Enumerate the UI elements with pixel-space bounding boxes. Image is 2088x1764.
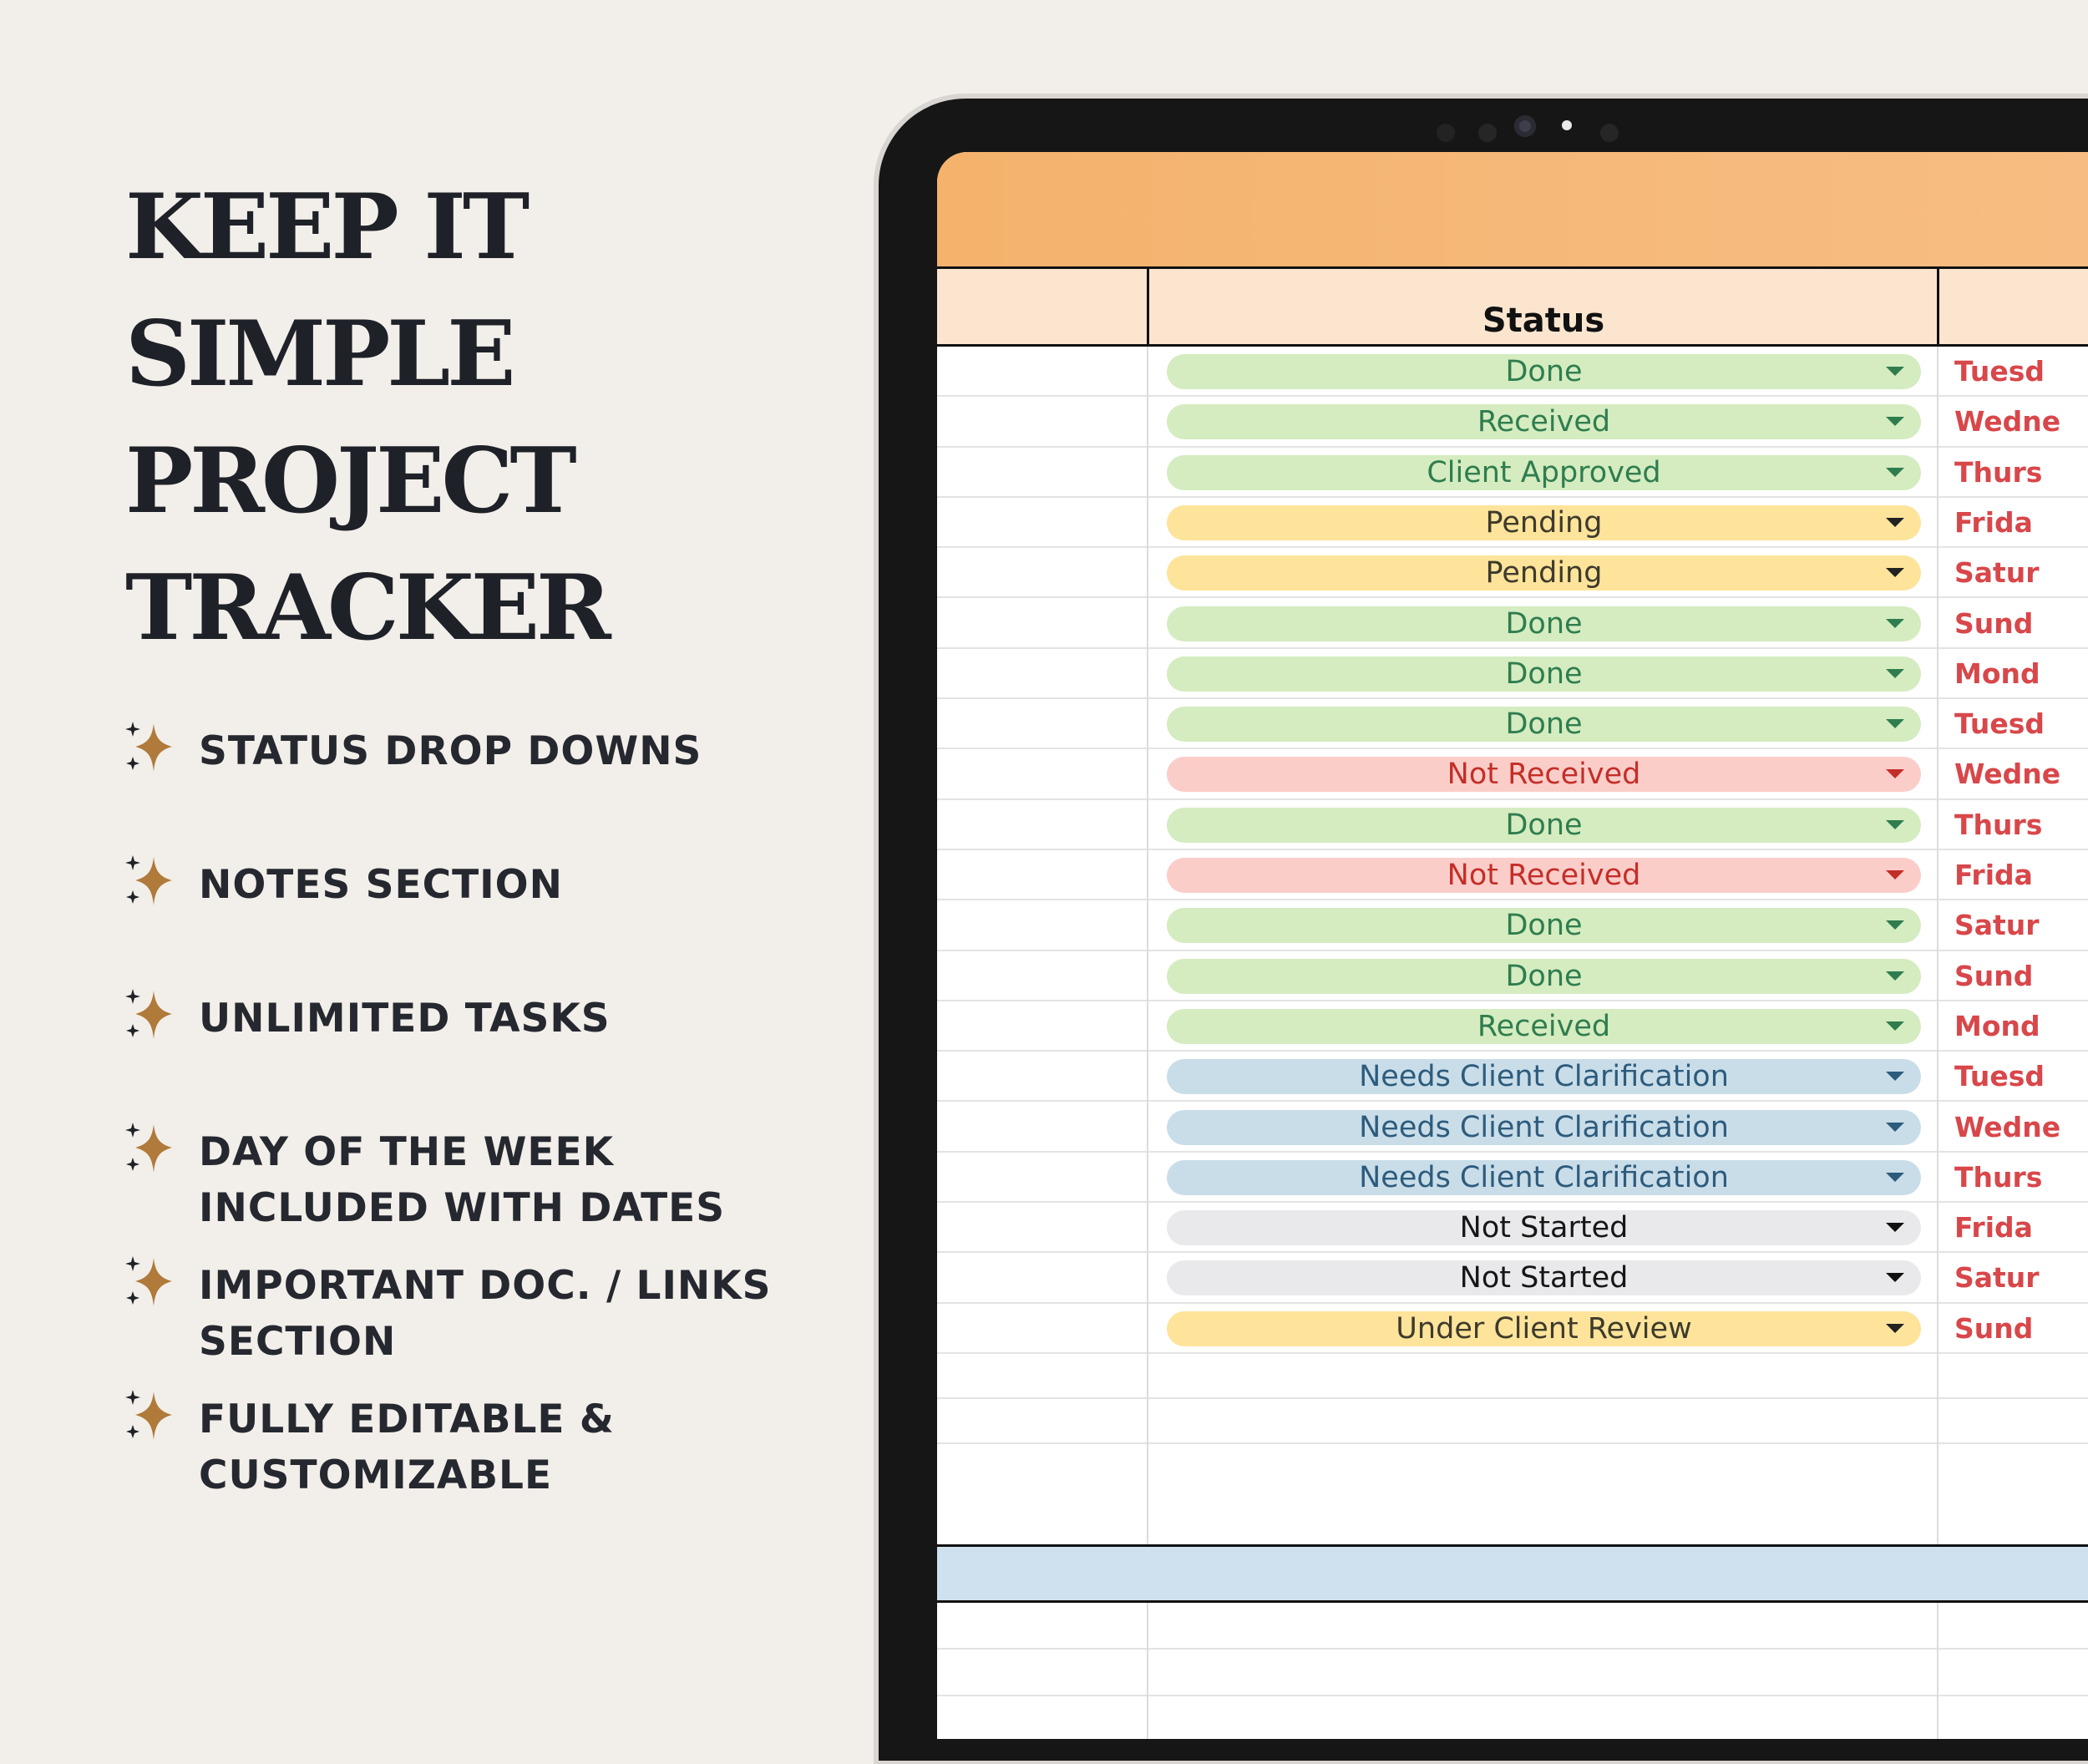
- status-dropdown[interactable]: [1167, 404, 1921, 439]
- sparkle-icon: [124, 1388, 174, 1443]
- dropdown-caret-icon: [1886, 719, 1904, 728]
- sheet-banner: [937, 152, 2088, 266]
- status-dropdown-value: Received: [1477, 1009, 1611, 1043]
- status-dropdown[interactable]: [1167, 1110, 1921, 1145]
- status-dropdown-value: Client Approved: [1427, 455, 1661, 489]
- dropdown-caret-icon: [1886, 1072, 1904, 1081]
- dropdown-caret-icon: [1886, 1324, 1904, 1333]
- day-of-week-cell[interactable]: Satur: [1954, 556, 2040, 590]
- table-row: [937, 1603, 2088, 1650]
- dropdown-caret-icon: [1886, 769, 1904, 778]
- column-gridline: [1147, 1603, 1148, 1739]
- day-of-week-cell[interactable]: Frida: [1954, 505, 2033, 539]
- status-dropdown[interactable]: [1167, 606, 1921, 641]
- column-gridline: [1937, 1603, 1938, 1739]
- day-of-week-cell[interactable]: Sund: [1954, 606, 2034, 640]
- day-of-week-cell[interactable]: Wedne: [1954, 405, 2061, 438]
- status-dropdown-value: Not Received: [1447, 758, 1641, 792]
- section-divider-band: [937, 1544, 2088, 1603]
- sparkle-icon: [124, 854, 174, 909]
- status-dropdown[interactable]: [1167, 908, 1921, 943]
- day-of-week-cell[interactable]: Tuesd: [1954, 707, 2045, 741]
- status-dropdown-value: Done: [1505, 707, 1583, 742]
- headline-line-3: PROJECT: [125, 428, 574, 534]
- dropdown-caret-icon: [1886, 1123, 1904, 1132]
- feature-label: UNLIMITED TASKS: [199, 996, 611, 1042]
- dropdown-caret-icon: [1886, 820, 1904, 829]
- status-dropdown[interactable]: [1167, 656, 1921, 692]
- spreadsheet-screen: [937, 152, 2088, 1739]
- status-dropdown-value: Done: [1505, 606, 1583, 641]
- day-of-week-cell[interactable]: Frida: [1954, 1211, 2033, 1244]
- dropdown-caret-icon: [1886, 417, 1904, 426]
- feature-list: [124, 0, 792, 1670]
- status-dropdown[interactable]: [1167, 1210, 1921, 1245]
- camera-dot: [1437, 124, 1455, 142]
- sparkle-icon: [124, 1255, 174, 1310]
- dropdown-caret-icon: [1886, 971, 1904, 981]
- camera-sensor-icon: [1562, 120, 1572, 130]
- status-dropdown-value: Received: [1477, 405, 1611, 439]
- day-of-week-cell[interactable]: Wedne: [1954, 758, 2061, 791]
- status-dropdown[interactable]: [1167, 1260, 1921, 1295]
- day-of-week-cell[interactable]: Mond: [1954, 1009, 2040, 1042]
- day-of-week-cell[interactable]: Sund: [1954, 959, 2034, 992]
- status-dropdown-value: Done: [1505, 808, 1583, 842]
- dropdown-caret-icon: [1886, 920, 1904, 930]
- sparkle-icon: [124, 1121, 174, 1176]
- feature-item: [124, 723, 702, 779]
- status-dropdown[interactable]: [1167, 1009, 1921, 1044]
- day-of-week-cell[interactable]: Thurs: [1954, 455, 2043, 489]
- column-gridline: [1937, 347, 1938, 1544]
- dropdown-caret-icon: [1886, 1273, 1904, 1282]
- status-dropdown-value: Needs Client Clarification: [1359, 1160, 1729, 1194]
- status-dropdown-value: Needs Client Clarification: [1359, 1110, 1729, 1144]
- status-dropdown-value: Done: [1505, 959, 1583, 993]
- day-of-week-cell[interactable]: Tuesd: [1954, 355, 2045, 388]
- status-dropdown-value: Done: [1505, 909, 1583, 943]
- sparkle-icon: [124, 720, 174, 775]
- day-of-week-cell[interactable]: Thurs: [1954, 808, 2043, 841]
- camera-dot: [1600, 124, 1619, 142]
- status-dropdown-value: Under Client Review: [1396, 1311, 1692, 1346]
- feature-label: STATUS DROP DOWNS: [199, 728, 702, 774]
- dropdown-caret-icon: [1886, 669, 1904, 678]
- feature-item: [124, 1124, 725, 1236]
- status-dropdown-value: Pending: [1485, 556, 1603, 591]
- dropdown-caret-icon: [1886, 1173, 1904, 1182]
- status-dropdown[interactable]: [1167, 455, 1921, 490]
- day-of-week-cell[interactable]: Satur: [1954, 1261, 2040, 1295]
- status-dropdown[interactable]: [1167, 354, 1921, 389]
- day-of-week-cell[interactable]: Wedne: [1954, 1110, 2061, 1143]
- dropdown-caret-icon: [1886, 619, 1904, 628]
- status-column-header[interactable]: Status: [1482, 302, 1605, 340]
- feature-item: [124, 991, 611, 1047]
- day-of-week-cell[interactable]: Frida: [1954, 859, 2033, 891]
- camera-dot: [1478, 124, 1497, 142]
- dropdown-caret-icon: [1886, 367, 1904, 376]
- status-dropdown-value: Pending: [1485, 505, 1603, 540]
- status-dropdown-value: Not Started: [1459, 1211, 1629, 1245]
- status-dropdown[interactable]: [1167, 757, 1921, 792]
- table-row: [937, 1696, 2088, 1739]
- feature-item: [124, 857, 563, 913]
- headline-line-4: TRACKER: [125, 555, 608, 661]
- tablet-device: [879, 99, 2088, 1761]
- headline-line-2: SIMPLE: [125, 302, 513, 407]
- feature-label: DAY OF THE WEEK INCLUDED WITH DATES: [199, 1129, 726, 1231]
- status-dropdown[interactable]: [1167, 707, 1921, 742]
- camera-lens-icon: [1514, 115, 1536, 137]
- status-dropdown[interactable]: [1167, 1311, 1921, 1346]
- status-dropdown[interactable]: [1167, 555, 1921, 591]
- feature-item: [124, 1391, 615, 1503]
- day-of-week-cell[interactable]: Tuesd: [1954, 1060, 2045, 1093]
- feature-item: [124, 1258, 772, 1370]
- day-of-week-cell[interactable]: Mond: [1954, 656, 2040, 690]
- status-dropdown[interactable]: [1167, 1160, 1921, 1195]
- dropdown-caret-icon: [1886, 870, 1904, 879]
- status-dropdown-value: Not Started: [1459, 1261, 1629, 1295]
- headline-line-1: KEEP IT: [125, 175, 527, 280]
- table-row: [937, 1399, 2088, 1444]
- table-row: [937, 1650, 2088, 1696]
- feature-label: NOTES SECTION: [199, 862, 563, 908]
- status-dropdown[interactable]: [1167, 858, 1921, 893]
- column-gridline: [1147, 347, 1148, 1544]
- dropdown-caret-icon: [1886, 1223, 1904, 1232]
- status-dropdown[interactable]: [1167, 1059, 1921, 1094]
- dropdown-caret-icon: [1886, 518, 1904, 527]
- status-dropdown[interactable]: [1167, 959, 1921, 994]
- table-row: [937, 1354, 2088, 1399]
- status-dropdown-value: Done: [1505, 656, 1583, 691]
- status-dropdown-value: Needs Client Clarification: [1359, 1060, 1729, 1094]
- day-of-week-cell[interactable]: Satur: [1954, 909, 2040, 942]
- status-dropdown-value: Done: [1505, 355, 1583, 388]
- sparkle-icon: [124, 987, 174, 1042]
- dropdown-caret-icon: [1886, 568, 1904, 577]
- day-of-week-cell[interactable]: Sund: [1954, 1311, 2034, 1345]
- dropdown-caret-icon: [1886, 468, 1904, 477]
- dropdown-caret-icon: [1886, 1021, 1904, 1031]
- status-dropdown[interactable]: [1167, 505, 1921, 540]
- status-dropdown-value: Not Received: [1447, 859, 1641, 892]
- status-dropdown[interactable]: [1167, 808, 1921, 843]
- feature-label: FULLY EDITABLE & CUSTOMIZABLE: [199, 1396, 615, 1498]
- feature-label: IMPORTANT DOC. / LINKS SECTION: [199, 1263, 772, 1365]
- day-of-week-cell[interactable]: Thurs: [1954, 1160, 2043, 1194]
